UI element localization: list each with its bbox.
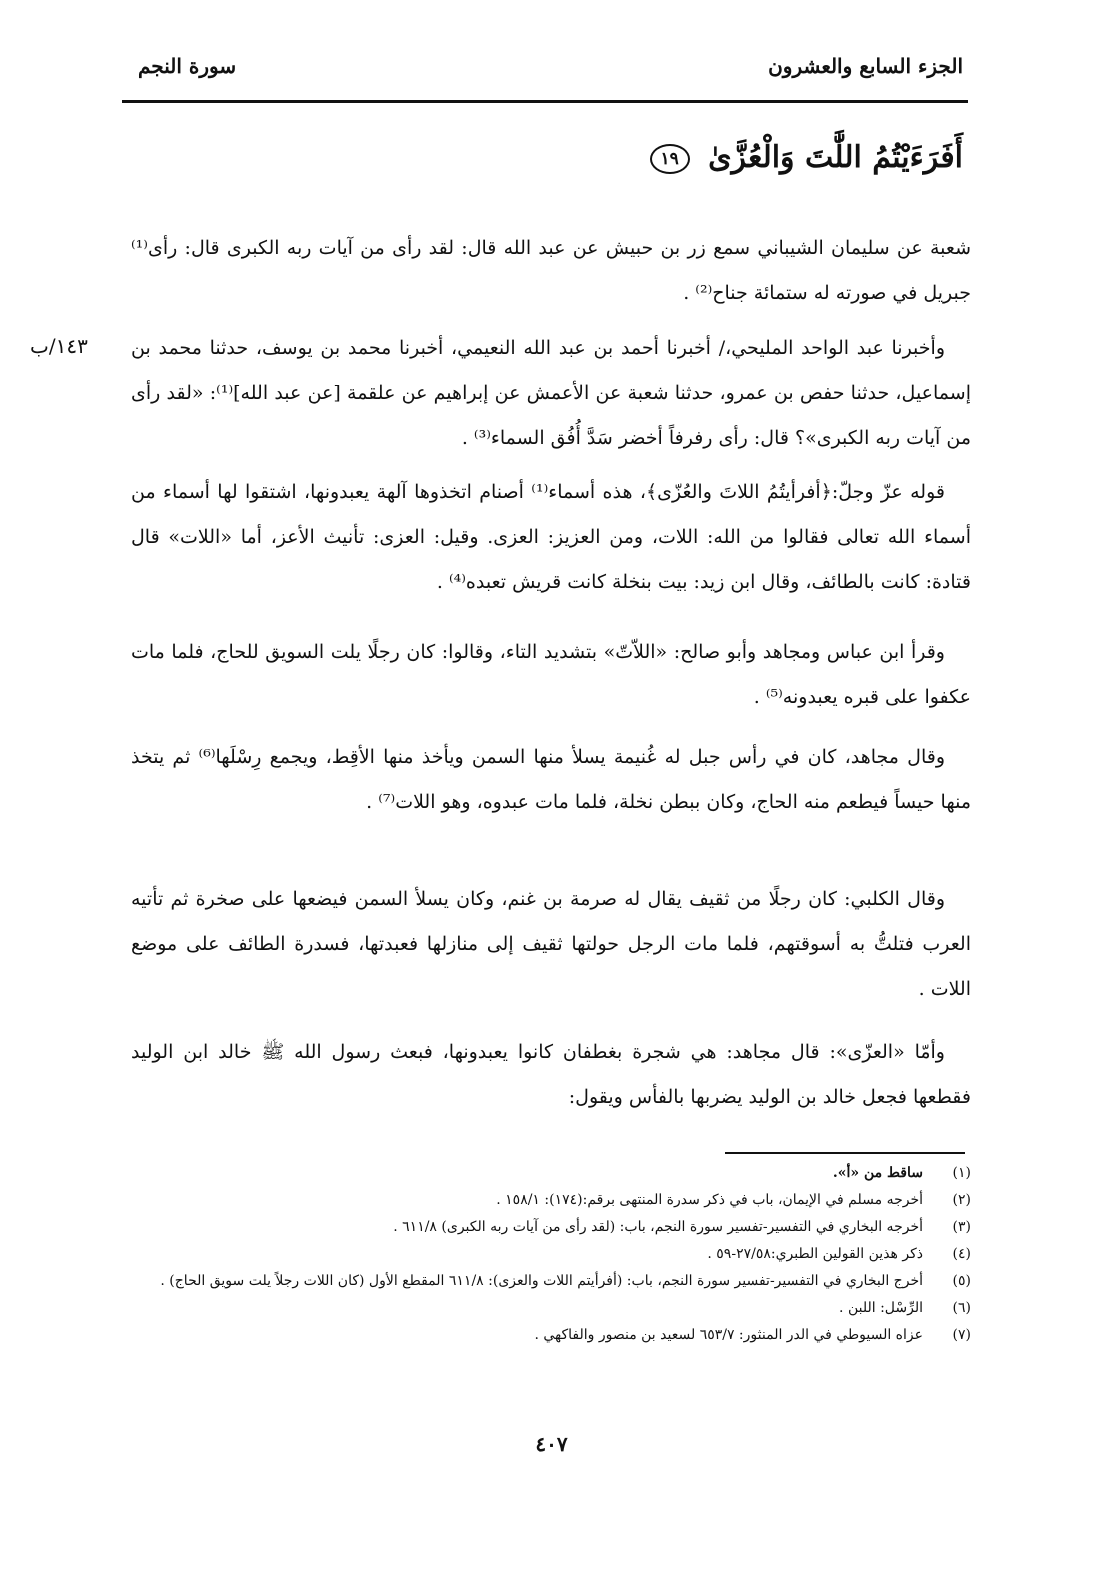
footnote-item [111, 1268, 971, 1295]
verse-text: أَفَرَءَيْتُمُ اللَّٰتَ وَالْعُزَّىٰ [708, 140, 963, 175]
footnote-divider [725, 1152, 965, 1154]
quran-verse [650, 140, 963, 175]
footnote-text: الرِّسْل: اللبن . [839, 1300, 923, 1316]
part-title: الجزء السابع والعشرون [768, 54, 963, 78]
footnote-number: (٣) [952, 1219, 971, 1235]
footnote-number: (٢) [952, 1192, 971, 1208]
footnote-text: أخرجه مسلم في الإيمان، باب في ذكر سدرة المنتهى برقم:(١٧٤): ١٥٨/١ . [496, 1192, 923, 1208]
paragraph-2: وأخبرنا عبد الواحد المليحي،/ أخبرنا أحمد بن عبد الله النعيمي، أخبرنا محمد بن يوسف، حدثنا محمد بن إسماعيل، حدثنا حفص بن عمرو، حدثنا شعبة عن الأعمش عن إبراهيم عن علقمة [عن عبد الله]⁽¹⁾: «لقد رأى من آيات ربه الكبرى»؟ قال: رأى رفرفاً أخضر سَدَّ أُفُق السماء⁽³⁾ . [131, 337, 971, 449]
footnote-text: أخرج البخاري في التفسير-تفسير سورة النجم، باب: (أفرأيتم اللات والعزى): ٦١١/٨ المقطع الأول (كان اللات رجلاً يلت سويق الحاج) . [160, 1273, 923, 1289]
paragraph-3: قوله عزّ وجلّ:﴿أفرأيتُمُ اللاتَ والعُزّى﴾، هذه أسماء⁽¹⁾ أصنام اتخذوها آلهة يعبدونها، اشتقوا لها أسماء من أسماء الله تعالى فقالوا من الله: اللات، ومن العزيز: العزى. وقيل: العزى: تأنيث الأعز، أما «اللات» قال قتادة: كانت بالطائف، وقال ابن زيد: بيت بنخلة كانت قريش تعبده⁽⁴⁾ . [131, 481, 971, 593]
paragraph-5: وقال مجاهد، كان في رأس جبل له غُنيمة يسلأ منها السمن ويأخذ منها الأقِط، ويجمع رِسْلَها⁽⁶⁾ ثم يتخذ منها حيساً فيطعم منه الحاج، وكان ببطن نخلة، فلما مات عبدوه، وهو اللات⁽⁷⁾ . [131, 746, 971, 813]
footnote-item [111, 1241, 971, 1268]
footnote-item [111, 1160, 971, 1187]
footnote-item [111, 1187, 971, 1214]
footnote-text: أخرجه البخاري في التفسير-تفسير سورة النجم، باب: (لقد رأى من آيات ربه الكبرى) ٦١١/٨ . [393, 1219, 923, 1235]
manuscript-folio-note: ١٤٣/ب [30, 334, 88, 358]
footnote-text: عزاه السيوطي في الدر المنثور: ٦٥٣/٧ لسعيد بن منصور والفاكهي . [534, 1327, 923, 1343]
verse-number-badge: ١٩ [650, 144, 690, 174]
footnote-number: (١) [952, 1165, 971, 1181]
paragraph-1: شعبة عن سليمان الشيباني سمع زر بن حبيش عن عبد الله قال: لقد رأى من آيات ربه الكبرى قال: رأى⁽¹⁾ جبريل في صورته له ستمائة جناح⁽²⁾ . [131, 237, 971, 304]
footnote-text: ذكر هذين القولين الطبري:٢٧/٥٨-٥٩ . [707, 1246, 923, 1262]
paragraph-4: وقرأ ابن عباس ومجاهد وأبو صالح: «اللاّتّ» بتشديد التاء، وقالوا: كان رجلًا يلت السويق للحاج، فلما مات عكفوا على قبره يعبدونه⁽⁵⁾ . [131, 641, 971, 708]
header-divider [122, 100, 968, 103]
footnote-number: (٧) [952, 1327, 971, 1343]
footnote-text: ساقط من «أ». [832, 1165, 923, 1181]
footnote-number: (٥) [952, 1273, 971, 1289]
page-number: ٤٠٧ [535, 1432, 568, 1456]
footnotes [111, 1160, 971, 1349]
footnote-number: (٦) [952, 1300, 971, 1316]
footnote-number: (٤) [952, 1246, 971, 1262]
paragraph-7: وأمّا «العزّى»: قال مجاهد: هي شجرة بغطفان كانوا يعبدونها، فبعث رسول الله ﷺ خالد ابن الوليد فقطعها فجعل خالد بن الوليد يضربها بالفأس ويقول: [131, 1041, 971, 1108]
paragraph-6: وقال الكلبي: كان رجلًا من ثقيف يقال له صرمة بن غنم، وكان يسلأ السمن فيضعها على صخرة ثم تأتيه العرب فتلتُّ به أسوقتهم، فلما مات الرجل حولتها ثقيف إلى منازلها فعبدتها، فسدرة الطائف على موضع اللات . [131, 888, 971, 1000]
footnote-item [111, 1322, 971, 1349]
surah-title: سورة النجم [138, 54, 237, 78]
footnote-item [111, 1295, 971, 1322]
footnote-item [111, 1214, 971, 1241]
